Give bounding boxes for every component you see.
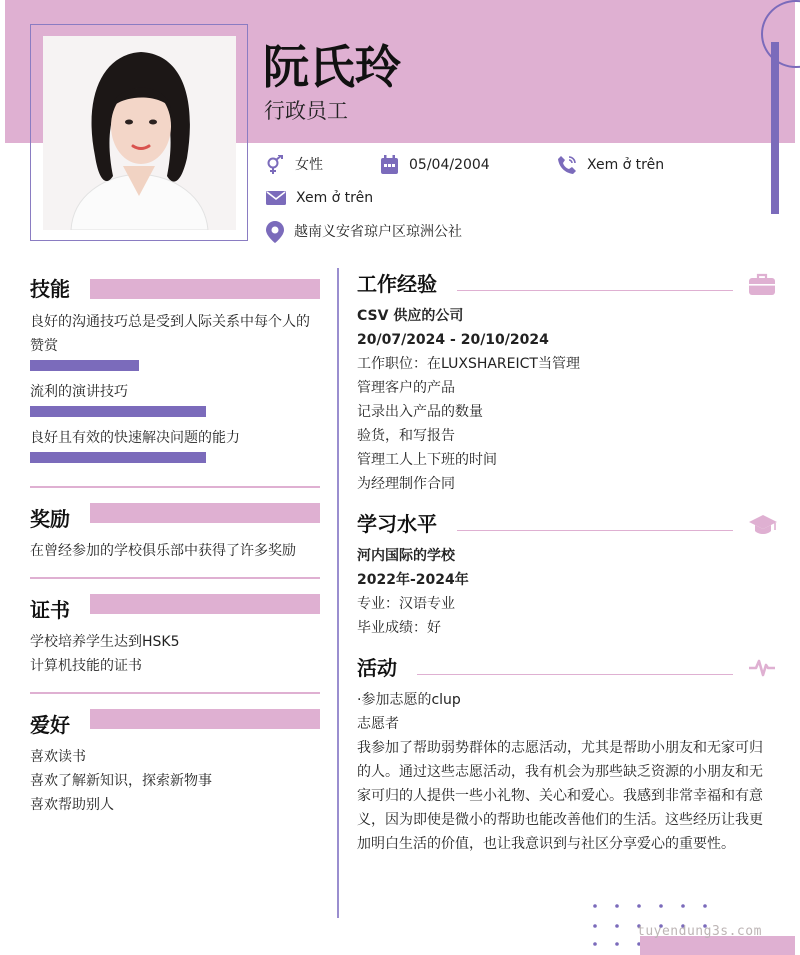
- info-birthdate: [380, 155, 490, 175]
- certificates-heading: 证书: [30, 598, 70, 622]
- certificate-line-2: 计算机技能的证书: [30, 658, 142, 674]
- skill-1-label-line2: 赞赏: [30, 338, 58, 354]
- activities-line-6: 义，因为即使是微小的帮助也能改善他们的生活。这些经历让我更: [357, 812, 763, 828]
- experience-line-4: 验货，和写报告: [357, 428, 455, 444]
- address-text: 越南义安省琼户区琼洲公社: [294, 224, 462, 240]
- gender-text: 女性: [295, 157, 323, 173]
- hobbies-heading-bar: [90, 709, 320, 729]
- divider: [30, 692, 320, 694]
- job-title: 行政员工: [264, 99, 348, 123]
- hobby-line-1: 喜欢读书: [30, 749, 86, 765]
- activities-line-1: ·参加志愿的clup: [357, 692, 461, 708]
- activities-line-3: 我参加了帮助弱势群体的志愿活动，尤其是帮助小朋友和无家可归: [357, 740, 763, 756]
- education-heading-line: [457, 530, 733, 531]
- education-line-1: 专业：汉语专业: [357, 596, 455, 612]
- hobby-line-2: 喜欢了解新知识，探索新物事: [30, 773, 212, 789]
- activities-line-7: 加明白生活的价值，也让我意识到与社区分享爱心的重要性。: [357, 836, 735, 852]
- activities-line-2: 志愿者: [357, 716, 399, 732]
- skill-1-label-line1: 良好的沟通技巧总是受到人际关系中每个人的: [30, 314, 310, 330]
- birthdate-text: 05/04/2004: [409, 157, 490, 173]
- awards-line-1: 在曾经参加的学校俱乐部中获得了许多奖励: [30, 543, 296, 559]
- awards-heading: 奖励: [30, 507, 70, 531]
- experience-period: 20/07/2024 - 20/10/2024: [357, 332, 549, 348]
- phone-icon: [557, 155, 577, 175]
- watermark: tuyendung3s.com: [637, 924, 762, 939]
- profile-photo: [43, 36, 236, 230]
- certificates-heading-bar: [90, 594, 320, 614]
- pulse-icon: [749, 658, 775, 682]
- full-name: 阮氏玲: [263, 40, 401, 94]
- experience-line-1: 工作职位：在LUXSHAREICT当管理: [357, 356, 580, 372]
- activities-line-5: 家可归的人提供一些小礼物、关心和爱心。我感到非常幸福和有意: [357, 788, 763, 804]
- column-divider: [337, 268, 339, 918]
- info-address: [266, 221, 462, 243]
- activities-heading: 活动: [357, 656, 397, 680]
- skill-3-level-bar: [30, 452, 206, 463]
- calendar-icon: [380, 155, 399, 175]
- skills-heading-bar: [90, 279, 320, 299]
- activities-heading-line: [417, 674, 733, 675]
- skill-2-label: 流利的演讲技巧: [30, 384, 128, 400]
- graduation-cap-icon: [749, 514, 777, 540]
- briefcase-icon: [749, 273, 775, 299]
- skill-3-label: 良好且有效的快速解决问题的能力: [30, 430, 240, 446]
- education-line-2: 毕业成绩：好: [357, 620, 441, 636]
- awards-heading-bar: [90, 503, 320, 523]
- info-email: [266, 188, 373, 208]
- experience-company: CSV 供应的公司: [357, 308, 464, 324]
- skill-1-level-bar: [30, 360, 139, 371]
- gender-icon: [265, 155, 285, 175]
- divider: [30, 577, 320, 579]
- activities-line-4: 的人。通过这些志愿活动，我有机会为那些缺乏资源的小朋友和无: [357, 764, 763, 780]
- hobbies-heading: 爱好: [30, 713, 70, 737]
- skills-heading: 技能: [30, 277, 70, 301]
- experience-line-5: 管理工人上下班的时间: [357, 452, 497, 468]
- location-pin-icon: [266, 221, 284, 243]
- education-heading: 学习水平: [357, 512, 437, 536]
- experience-line-6: 为经理制作合同: [357, 476, 455, 492]
- decorative-vertical-bar: [771, 42, 779, 214]
- hobby-line-3: 喜欢帮助别人: [30, 797, 114, 813]
- education-period: 2022年-2024年: [357, 572, 469, 588]
- experience-line-3: 记录出入产品的数量: [357, 404, 483, 420]
- email-text: Xem ở trên: [296, 190, 374, 206]
- experience-line-2: 管理客户的产品: [357, 380, 455, 396]
- education-school: 河内国际的学校: [357, 548, 455, 564]
- phone-text: Xem ở trên: [587, 157, 665, 173]
- certificate-line-1: 学校培养学生达到HSK5: [30, 634, 180, 650]
- email-icon: [266, 190, 286, 206]
- experience-heading-line: [457, 290, 733, 291]
- info-gender: [265, 155, 323, 175]
- info-phone: [557, 155, 664, 175]
- experience-heading: 工作经验: [357, 272, 437, 296]
- skill-2-level-bar: [30, 406, 206, 417]
- divider: [30, 486, 320, 488]
